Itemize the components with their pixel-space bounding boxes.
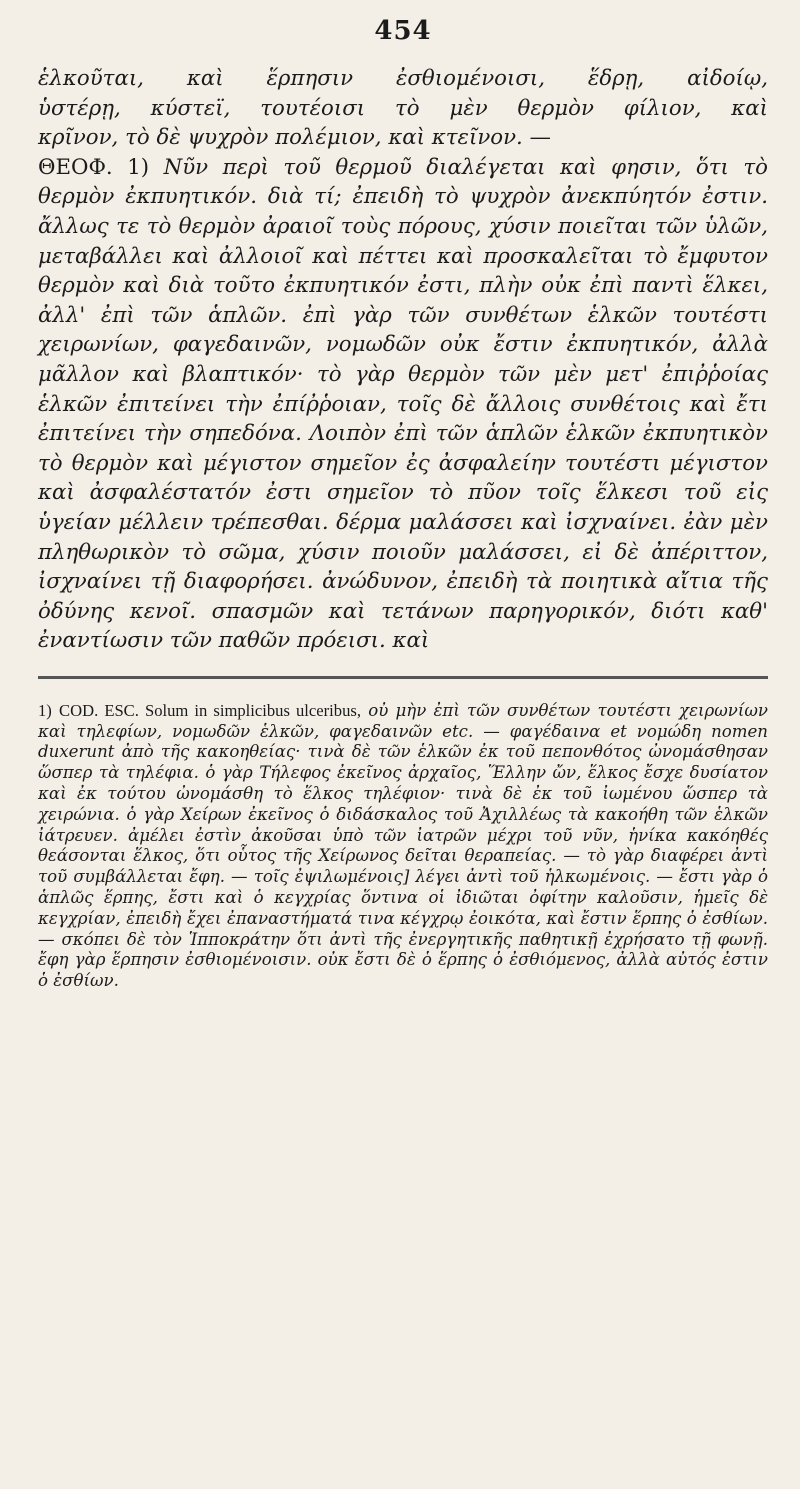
main-line: κρῖνον, τὸ δὲ ψυχρὸν πολέμιον, καὶ κτεῖνον. —	[38, 125, 551, 151]
main-line: ἑλκοῦται, καὶ ἕρπησιν ἐσθιομένοισι, ἕδρῃ, αἰδοίῳ,	[38, 66, 768, 91]
footnote-paragraph	[38, 701, 768, 992]
footnote-text: οὐ μὴν ἐπὶ τῶν συνθέτων τουτέστι χειρωνίων καὶ τηλεφίων, νομωδῶν ἑλκῶν, φαγεδαινῶν etc. — φαγέδαινα et νομώδη nomen duxerunt ἀπὸ τῆς κακοηθείας· τινὰ δὲ τῶν ἑλκῶν ἐκ τοῦ πεπονθότος ὠνομάσθησαν ὥσπερ τὰ τηλέφια. ὁ γὰρ Τήλεφος ἐκεῖνος ἀρχαῖος, Ἕλλην ὤν, ἕλκος ἔσχε δυσίατον καὶ ἐκ τούτου ὠνομάσθη τὸ ἕλκος τηλέφιον· τινὰ δὲ ἐκ τοῦ ἰωμένου ὥσπερ τὰ χειρώνια. ὁ γὰρ Χείρων ἐκεῖνος ὁ διδάσκαλος τοῦ Ἀχιλλέως τὰ κακοήθη τῶν ἑλκῶν ἰάτρευεν. ἀμέλει ἐστὶν ἀκοῦσαι ὑπὸ τῶν ἰατρῶν μέχρι τοῦ νῦν, ἡνίκα κακόηθές θεάσονται ἕλκος, ὅτι οὗτος τῆς Χείρωνος δεῖται θεραπείας. — τὸ γὰρ διαφέρει ἀντὶ τοῦ συμβάλλεται ἔφη. — τοῖς ἐψιλωμένοις] λέγει ἀντὶ τοῦ ἡλκωμένοις. — ἔστι γὰρ ὁ ἁπλῶς ἕρπης, ἔστι καὶ ὁ κεγχρίας ὅντινα οἱ ἰδιῶται ὀφίτην καλοῦσιν, ἡμεῖς δὲ κεγχρίαν, ἐπειδὴ ἔχει ἐπαναστήματά τινα κέγχρῳ ἐοικότα, καὶ ἔστιν ἕρπης ὁ ἐσθίων. — σκόπει δὲ τὸν Ἱπποκράτην ὅτι ἀντὶ τῆς ἐνεργητικῆς παθητικῇ ἐχρήσατο τῇ φωνῇ. ἔφη γὰρ ἕρπησιν ἐσθιομένοισιν. οὐκ ἔστι δὲ ὁ ἕρπης ὁ ἐσθιόμενος, ἀλλὰ αὐτός ἐστιν ὁ ἐσθίων.	[38, 700, 768, 991]
commentary-paragraph	[38, 153, 768, 656]
commentator-label: ΘΕΟΦ.	[38, 154, 113, 180]
footnote-marker: 1)	[38, 700, 52, 720]
main-text	[38, 64, 768, 656]
page-number: 454	[374, 16, 432, 46]
main-line: ὑστέρῃ, κύστεϊ, τουτέοισι τὸ μὲν θερμὸν φίλιον, καὶ	[38, 95, 768, 121]
commentary-text: Νῦν περὶ τοῦ θερμοῦ διαλέγεται καὶ φησιν, ὅτι τὸ θερμὸν ἐκπυητικόν. διὰ τί; ἐπειδὴ τὸ ψυχρὸν ἀνεκπύητόν ἐστιν. ἄλλως τε τὸ θερμὸν ἀραιοῖ τοὺς πόρους, χύσιν ποιεῖται τῶν ὑλῶν, μεταβάλλει καὶ ἀλλοιοῖ καὶ πέττει καὶ προσκαλεῖται τὸ ἔμφυτον θερμὸν καὶ διὰ τοῦτο ἐκπυητικόν ἐστι, πλὴν οὐκ ἐπὶ παντὶ ἕλκει, ἀλλ' ἐπὶ τῶν ἁπλῶν. ἐπὶ γὰρ τῶν συνθέτων ἑλκῶν τουτέστι χειρωνίων, φαγεδαινῶν, νομωδῶν οὐκ ἔστιν ἐκπυητικόν, ἀλλὰ μᾶλλον καὶ βλαπτικόν· τὸ γὰρ θερμὸν τῶν μὲν μετ' ἐπιῤῥοίας ἑλκῶν ἐπιτείνει τὴν ἐπίῤῥοιαν, τοῖς δὲ ἄλλοις συνθέτοις καὶ ἔτι ἐπιτείνει τὴν σηπεδόνα. Λοιπὸν ἐπὶ τῶν ἁπλῶν ἑλκῶν ἐκπυητικὸν τὸ θερμὸν καὶ μέγιστον σημεῖον ἐς ἀσφαλείην τουτέστι μέγιστον καὶ ἀσφαλέστατόν ἐστι σημεῖον τὸ πῦον τοῖς ἕλκεσι τοῦ εἰς ὑγείαν μέλλειν τρέπεσθαι. δέρμα μαλάσσει καὶ ἰσχναίνει. ἐὰν μὲν πληθωρικὸν τὸ σῶμα, χύσιν ποιοῦν μαλάσσει, εἰ δὲ ἀπέριττον, ἰσχναίνει τῇ διαφορήσει. ἀνώδυνον, ἐπειδὴ τὰ ποιητικὰ αἴτια τῆς ὀδύνης κενοῖ. σπασμῶν καὶ τετάνων παρηγορικόν, διότι καθ' ἐναντίωσιν τῶν παθῶν πρόεισι. καὶ	[38, 154, 768, 654]
footnote	[38, 701, 768, 992]
footnote-reference: 1)	[127, 154, 150, 180]
footnote-divider	[38, 676, 768, 679]
footnote-lead: COD. ESC. Solum in simplicibus ulceribus,	[59, 700, 361, 720]
